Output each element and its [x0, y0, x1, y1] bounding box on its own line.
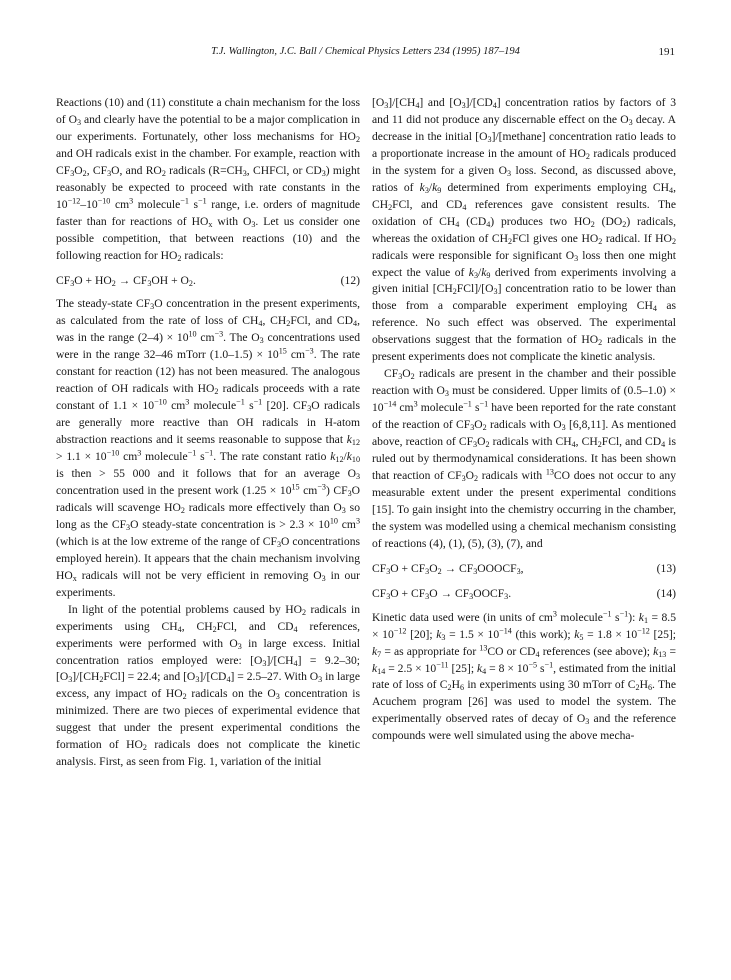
equation-number: (12) — [340, 273, 360, 287]
paragraph: $[O_3]/[CH_4]$ and $[O_3]/[CD_4]$ concentration ratios by factors of 3 and 11 did not produce any discernable effect on the $O_3$ decay. A decrease in the initial $[O_3]/[methane]$ concentration ratio leads to a proportionate increase in the amount of $HO_2$ radicals produced in the system for a given $O_3$ loss. Second, as discussed above, ratios of $k_3/k_9$ determined from experiments employing $CH_4$, $CH_2FCl$, and $CD_4$ references gave consistent results. The oxidation of $CH_4$ $(CD_4)$ produces two $HO_2$ $(DO_2)$ radicals, whereas the oxidation of $CH_2FCl$ gives one $HO_2$ radical. If $HO_2$ radicals were responsible for significant $O_3$ loss then one might expect the value of $k_3/k_9$ derived from experiments involving a given initial $[CH_2FCl]/[O_3]$ concentration ratio to be lower than those from a comparable experiment employing $CH_4$ as reference. No such effect was observed. The experimental observations suggest that the formation of $HO_2$ radicals in the present experiments does not complicate the kinetic analysis. — [372, 96, 677, 364]
equation-text: $CF_3O + HO_2 \to CF_3OH + O_2$. — [56, 273, 196, 288]
running-head: T.J. Wallington, J.C. Ball / Chemical Physics Letters 234 (1995) 187–194 — [211, 46, 520, 57]
equation-13 — [372, 561, 676, 578]
page-number: 191 — [658, 46, 675, 58]
left-column — [56, 95, 360, 771]
paragraph: In light of the potential problems caused by $HO_2$ radicals in experiments using $CH_4$, $CH_2FCl$, and $CD_4$ references, experiments were performed with $O_3$ in large excess. Initial concentration ratios employed were: $[O_3]/[CH_4] = 9.2-30$; $[O_3]/[CH_2FCl] = 22.4$; and $[O_3]/[CD_4] = 2.5-27$. With $O_3$ in large excess, any impact of $HO_2$ radicals on the $O_3$ concentration is minimized. There are two pieces of experimental evidence that suggest that under the present experimental conditions the formation of $HO_2$ radicals does not complicate the kinetic analysis. First, as seen from Fig. 1, variation of the initial — [56, 602, 361, 769]
equation-14 — [372, 586, 676, 603]
paragraph: $CF_3O_2$ radicals are present in the chamber and their possible reaction with $O_3$ must be considered. Upper limits of $(0.5-1.0) \times 10^{-14}$ $cm^3$ molecule$^{-1}$ $s^{-1}$ have been reported for the rate constant of the reaction of $CF_3O_2$ radicals with $O_3$ [6,8,11]. As mentioned above, reaction of $CF_3O_2$ radicals with $CH_4$, $CH_2FCl$, and $CD_4$ is ruled out by thermodynamical considerations. It has been shown that reaction of $CF_3O_2$ radicals with $^{13}$CO does not occur to any measurable extent under the present experimental conditions [15]. To gain insight into the chemistry occurring in the chamber, the system was modelled using a chemical mechanism consisting of reactions (4), (1), (5), (3), (7), and — [372, 367, 677, 550]
right-column — [372, 95, 676, 745]
paragraph: Reactions (10) and (11) constitute a chain mechanism for the loss of $O_3$ and clearly have the potential to be a major complication in our experiments. Fortunately, other loss mechanisms for $HO_2$ and OH radicals exist in the chamber. For example, reaction with $CF_3O_2$, $CF_3O$, and $RO_2$ radicals ($R=CH_3$, CHFCl, or $CD_3$) might reasonably be expected to proceed with rate constants in the $10^{-12}-10^{-10}$ $cm^3$ molecule$^{-1}$ $s^{-1}$ range, i.e. orders of magnitude faster than for reactions of $HO_x$ with $O_3$. Let us consider one possible competition, that between reactions (10) and the following reaction for $HO_2$ radicals: — [56, 96, 361, 263]
equation-12 — [56, 273, 360, 290]
equation-text: $CF_3O + CF_3O_2$ → $CF_3OOOCF_3$, — [372, 561, 524, 576]
equation-text: $CF_3O + CF_3O$ → $CF_3OOCF_3$. — [372, 586, 512, 601]
equation-number: (14) — [656, 586, 676, 600]
paragraph: The steady-state $CF_3O$ concentration in the present experiments, as calculated from the rate of loss of $CH_4$, $CH_2FCl$, and $CD_4$, was in the range $(2-4) \times 10^{10}$ $cm^{-3}$. The $O_3$ concentrations used were in the range 32–46 mTorr $(1.0-1.5) \times 10^{15}$ $cm^{-3}$. The rate constant for reaction (12) has not been measured. The analogous reaction of OH radicals with $HO_2$ radicals proceeds with a rate constant of $1.1 \times 10^{-10}$ $cm^3$ molecule$^{-1}$ $s^{-1}$ [20]. $CF_3O$ radicals are generally more reactive than OH radicals in H-atom abstraction reactions and it seems reasonable to suppose that $k_{12} > 1.1 \times 10^{-10}$ $cm^3$ molecule$^{-1}$ $s^{-1}$. The rate constant ratio $k_{12}/k_{10}$ is then > 55 000 and it follows that for an average $O_3$ concentration used in the present work ($1.25 \times 10^{15}$ $cm^{-3}$) $CF_3O$ radicals will scavenge $HO_2$ radicals more effectively than $O_3$ so long as the $CF_3O$ steady-state concentration is > $2.3 \times 10^{10}$ $cm^3$ (which is at the low extreme of the range of $CF_3O$ concentrations employed herein). It appears that the chain mechanism involving $HO_x$ radicals will not be very efficient in removing $O_3$ in our experiments. — [56, 297, 361, 599]
paragraph: Kinetic data used were (in units of $cm^3$ molecule$^{-1}$ $s^{-1}$): $k_1 = 8.5 \times 10^{-12}$ [20]; $k_3 = 1.5 \times 10^{-14}$ (this work); $k_5 = 1.8 \times 10^{-12}$ [25]; $k_7$ = as appropriate for $^{13}$CO or $CD_4$ references (see above); $k_{13} = k_{14} = 2.5 \times 10^{-11}$ [25]; $k_4 = 8 \times 10^{-5}$ $s^{-1}$, estimated from the initial rate of loss of $C_2H_6$ in experiments using 30 mTorr of $C_2H_6$. The Acuchem program [26] was used to model the system. The experimentally observed rates of decay of $O_3$ and the reference compounds were well simulated using the above mecha- — [372, 609, 677, 743]
equation-number: (13) — [656, 561, 676, 575]
page-header — [0, 44, 731, 60]
